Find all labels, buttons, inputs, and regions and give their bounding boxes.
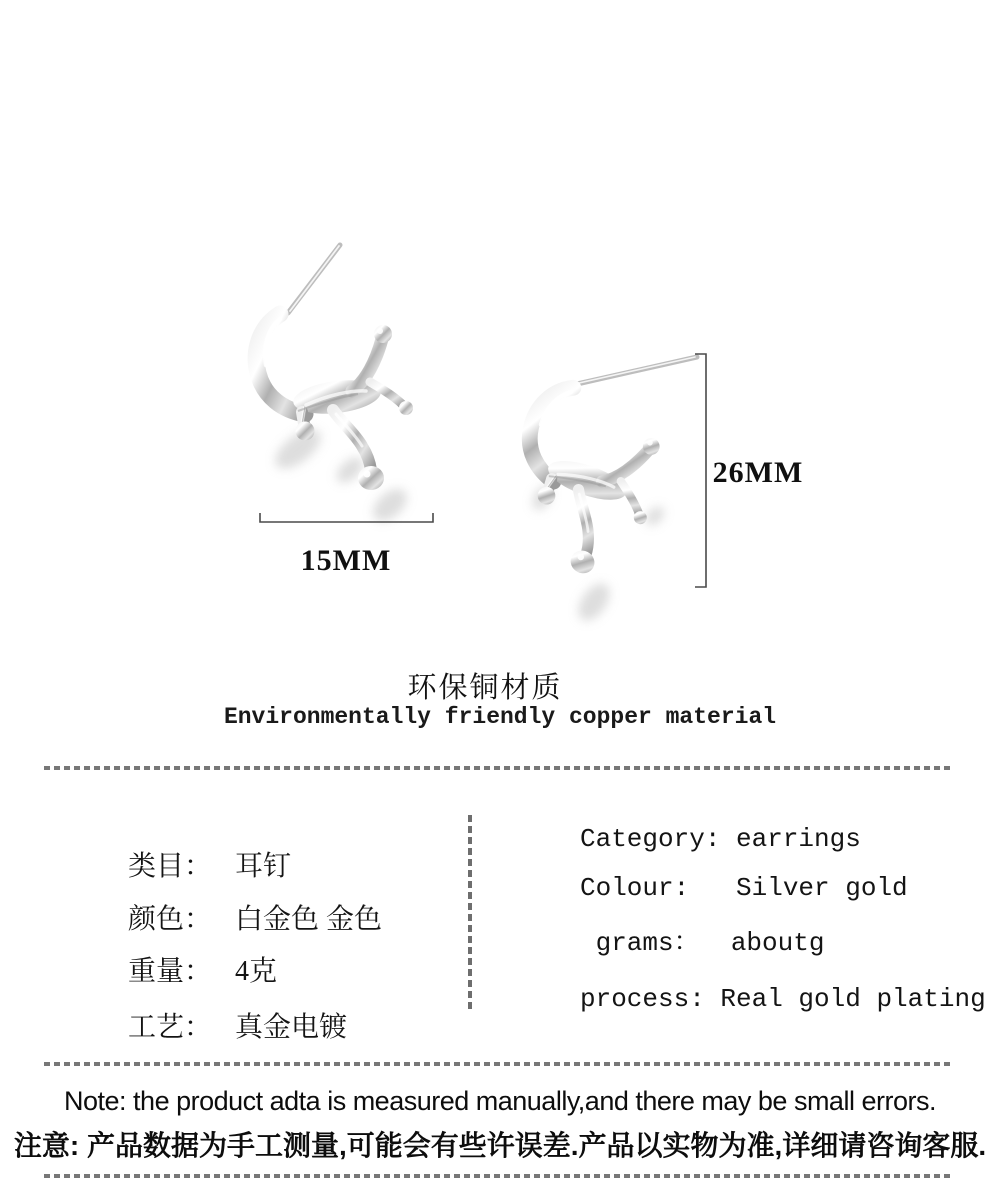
material-title-zh: 环保铜材质 xyxy=(407,672,563,704)
spec-row-category-en: Category: earrings xyxy=(580,824,861,854)
left-earring-shadow xyxy=(269,422,413,527)
spec-row-colour-en: Colour: Silver gold xyxy=(580,873,908,903)
spec-label: 工艺： xyxy=(128,1012,213,1043)
spec-value: 白金色 金色 xyxy=(235,904,383,935)
right-earring-shadow xyxy=(529,483,668,626)
dashed-divider-top xyxy=(44,766,954,770)
width-dimension-line xyxy=(260,513,433,522)
note-text-en: Note: the product adta is measured manually,and there may be small errors. xyxy=(64,1086,936,1116)
earring-right xyxy=(482,357,697,589)
dashed-divider-middle xyxy=(44,1062,954,1066)
spec-row-grams-en: grams： aboutg xyxy=(580,928,825,958)
spec-value: 耳钉 xyxy=(235,851,292,882)
spec-label: 重量： xyxy=(128,956,213,987)
height-dimension-label: 26MM xyxy=(712,456,804,489)
spec-value: 4克 xyxy=(235,956,278,987)
spec-label: 颜色： xyxy=(128,904,213,935)
width-dimension-label: 15MM xyxy=(300,544,392,577)
spec-columns-divider xyxy=(468,815,472,1011)
material-title-en: Environmentally friendly copper material xyxy=(223,704,777,730)
note-text-zh: 注意: 产品数据为手工测量,可能会有些许误差.产品以实物为准,详细请咨询客服. xyxy=(13,1130,987,1161)
spec-row-process-en: process: Real gold plating xyxy=(580,984,986,1014)
dashed-divider-bottom xyxy=(44,1174,954,1178)
spec-label: 类目： xyxy=(128,851,213,882)
spec-value: 真金电镀 xyxy=(235,1012,348,1043)
